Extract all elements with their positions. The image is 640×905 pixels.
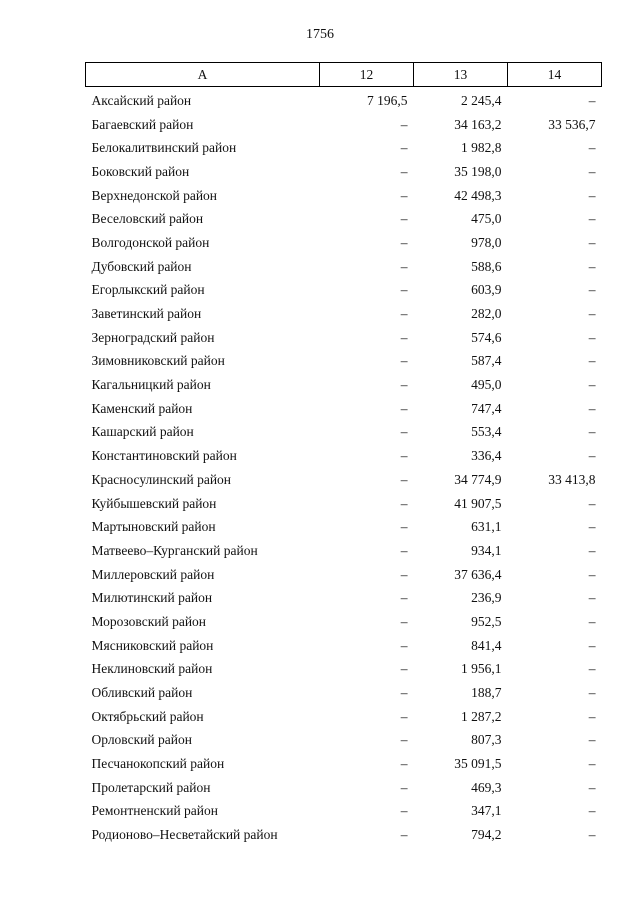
col-12-cell: – [400, 542, 408, 558]
district-name-cell: Пролетарский район [91, 779, 211, 795]
district-name-cell: Миллеровский район [91, 566, 215, 582]
col-13-cell: 807,3 [471, 732, 502, 748]
col-14-cell: – [588, 708, 596, 724]
col-13-cell: 236,9 [471, 590, 502, 606]
district-name-cell: Аксайский район [91, 92, 192, 108]
col-14-cell: – [588, 140, 596, 156]
district-name-cell: Белокалитвинский район [91, 140, 237, 156]
col-12-cell: – [400, 803, 408, 819]
col-12-cell: – [400, 140, 408, 156]
table-row [86, 113, 602, 137]
table-row [86, 302, 602, 326]
col-14-cell: – [588, 542, 596, 558]
col-12-cell: – [400, 661, 408, 677]
district-name-cell: Веселовский район [91, 211, 204, 227]
col-14-cell: – [588, 258, 596, 274]
col-13-cell: 495,0 [471, 377, 502, 393]
col-13-cell: 475,0 [471, 211, 502, 227]
district-name-cell: Мартыновский район [91, 519, 216, 535]
district-name-cell: Верхнедонской район [91, 187, 218, 203]
table-row [86, 444, 602, 468]
col-14-cell: – [588, 495, 596, 511]
col-13-cell: 188,7 [471, 685, 502, 701]
col-12-cell: – [400, 116, 408, 132]
col-14-cell: – [588, 661, 596, 677]
col-13-cell: 587,4 [471, 353, 502, 369]
district-name-cell: Зимовниковский район [91, 353, 225, 369]
col-12-cell: – [400, 258, 408, 274]
table-row [86, 610, 602, 634]
table-row [86, 800, 602, 824]
col-14-cell: – [588, 685, 596, 701]
col-12-cell: – [400, 779, 408, 795]
col-14-cell: – [588, 377, 596, 393]
col-12-cell: – [400, 471, 408, 487]
col-12-cell: – [400, 282, 408, 298]
col-12-cell: – [400, 613, 408, 629]
col-12-cell: – [400, 400, 408, 416]
district-name-cell: Ремонтненский район [91, 803, 218, 819]
table-row [86, 776, 602, 800]
col-14-cell: – [588, 306, 596, 322]
col-12-cell: – [400, 306, 408, 322]
col-13-cell: 841,4 [471, 637, 502, 653]
district-name-cell: Багаевский район [91, 116, 194, 132]
district-name-cell: Мясниковский район [91, 637, 214, 653]
table-row [86, 421, 602, 445]
col-12-cell: – [400, 708, 408, 724]
col-14-cell: – [588, 756, 596, 772]
col-12-cell: – [400, 377, 408, 393]
col-13-cell: 1 287,2 [461, 708, 502, 724]
col-14-cell: – [588, 566, 596, 582]
col-14-cell: – [588, 424, 596, 440]
col-12-cell: – [400, 424, 408, 440]
table-row [86, 373, 602, 397]
col-13-cell: 794,2 [471, 827, 502, 843]
col-13-cell: 42 498,3 [454, 187, 502, 203]
table-row [86, 515, 602, 539]
col-13-cell: 1 956,1 [461, 661, 502, 677]
col-12-cell: – [400, 685, 408, 701]
table-row [86, 255, 602, 279]
district-name-cell: Волгодонской район [91, 234, 210, 250]
district-name-cell: Дубовский район [91, 258, 192, 274]
col-14-cell: 33 536,7 [548, 116, 596, 132]
col-12-cell: – [400, 448, 408, 464]
col-13-cell: 574,6 [471, 329, 502, 345]
table-row [86, 658, 602, 682]
table-row [86, 136, 602, 160]
table-row [86, 634, 602, 658]
table-body [86, 87, 602, 848]
col-13-cell: 469,3 [471, 779, 502, 795]
district-name-cell: Родионово–Несветайский район [91, 827, 278, 843]
district-name-cell: Неклиновский район [91, 661, 213, 677]
header-col-13: 13 [414, 63, 508, 87]
district-name-cell: Октябрьский район [91, 708, 204, 724]
header-col-14: 14 [508, 63, 602, 87]
col-13-cell: 631,1 [471, 519, 502, 535]
district-name-cell: Милютинский район [91, 590, 213, 606]
col-14-cell: – [588, 637, 596, 653]
district-name-cell: Кашарский район [91, 424, 194, 440]
table-row [86, 87, 602, 113]
col-13-cell: 347,1 [471, 803, 502, 819]
district-name-cell: Песчанокопский район [91, 756, 225, 772]
col-14-cell: – [588, 187, 596, 203]
col-13-cell: 41 907,5 [454, 495, 502, 511]
district-name-cell: Каменский район [91, 400, 193, 416]
district-name-cell: Красносулинский район [91, 471, 232, 487]
table-row [86, 326, 602, 350]
col-14-cell: – [588, 234, 596, 250]
table-row [86, 492, 602, 516]
col-12-cell: – [400, 163, 408, 179]
table-row [86, 539, 602, 563]
district-name-cell: Обливский район [91, 685, 193, 701]
district-name-cell: Заветинский район [91, 306, 202, 322]
col-13-cell: 747,4 [471, 400, 502, 416]
col-12-cell: – [400, 756, 408, 772]
data-table [85, 62, 602, 847]
table-row [86, 160, 602, 184]
table-row [86, 752, 602, 776]
district-name-cell: Матвеево–Курганский район [91, 542, 258, 558]
col-12-cell: – [400, 211, 408, 227]
col-14-cell: – [588, 519, 596, 535]
col-12-cell: – [400, 637, 408, 653]
col-14-cell: – [588, 732, 596, 748]
col-12-cell: – [400, 234, 408, 250]
col-12-cell: – [400, 827, 408, 843]
col-13-cell: 2 245,4 [461, 92, 502, 108]
col-13-cell: 34 774,9 [454, 471, 502, 487]
col-13-cell: 978,0 [471, 234, 502, 250]
col-14-cell: – [588, 827, 596, 843]
header-col-12: 12 [320, 63, 414, 87]
col-13-cell: 553,4 [471, 424, 502, 440]
col-13-cell: 35 198,0 [454, 163, 502, 179]
table-row [86, 823, 602, 847]
table-row [86, 729, 602, 753]
col-12-cell: – [400, 566, 408, 582]
col-14-cell: – [588, 329, 596, 345]
col-13-cell: 934,1 [471, 542, 502, 558]
col-12-cell: – [400, 519, 408, 535]
col-13-cell: 952,5 [471, 613, 502, 629]
district-name-cell: Кагальницкий район [91, 377, 211, 393]
district-name-cell: Константиновский район [91, 448, 237, 464]
col-12-cell: – [400, 495, 408, 511]
page-number: 1756 [306, 27, 334, 42]
table-row [86, 207, 602, 231]
col-12-cell: 7 196,5 [367, 92, 408, 108]
col-13-cell: 37 636,4 [454, 566, 502, 582]
table-row [86, 705, 602, 729]
col-12-cell: – [400, 590, 408, 606]
col-14-cell: – [588, 803, 596, 819]
col-14-cell: – [588, 448, 596, 464]
district-name-cell: Орловский район [91, 732, 192, 748]
header-row [86, 63, 602, 87]
table-row [86, 681, 602, 705]
col-12-cell: – [400, 353, 408, 369]
col-14-cell: – [588, 92, 596, 108]
col-14-cell: – [588, 613, 596, 629]
col-14-cell: – [588, 282, 596, 298]
col-14-cell: – [588, 779, 596, 795]
table-row [86, 350, 602, 374]
table-row [86, 563, 602, 587]
district-name-cell: Куйбышевский район [91, 495, 217, 511]
col-14-cell: – [588, 163, 596, 179]
table-row [86, 468, 602, 492]
col-13-cell: 588,6 [471, 258, 502, 274]
table-row [86, 397, 602, 421]
district-name-cell: Егорлыкский район [91, 282, 205, 298]
col-13-cell: 1 982,8 [461, 140, 502, 156]
col-13-cell: 34 163,2 [454, 116, 502, 132]
district-name-cell: Боковский район [91, 163, 190, 179]
col-13-cell: 282,0 [471, 306, 502, 322]
col-14-cell: – [588, 211, 596, 227]
col-13-cell: 336,4 [471, 448, 502, 464]
table-row [86, 184, 602, 208]
col-12-cell: – [400, 329, 408, 345]
table-row [86, 586, 602, 610]
col-14-cell: 33 413,8 [548, 471, 596, 487]
header-col-a: А [86, 63, 320, 87]
col-14-cell: – [588, 400, 596, 416]
table-row [86, 279, 602, 303]
col-14-cell: – [588, 590, 596, 606]
col-12-cell: – [400, 732, 408, 748]
col-13-cell: 35 091,5 [454, 756, 502, 772]
district-name-cell: Зерноградский район [91, 329, 215, 345]
col-12-cell: – [400, 187, 408, 203]
col-13-cell: 603,9 [471, 282, 502, 298]
district-name-cell: Морозовский район [91, 613, 207, 629]
col-14-cell: – [588, 353, 596, 369]
table-row [86, 231, 602, 255]
